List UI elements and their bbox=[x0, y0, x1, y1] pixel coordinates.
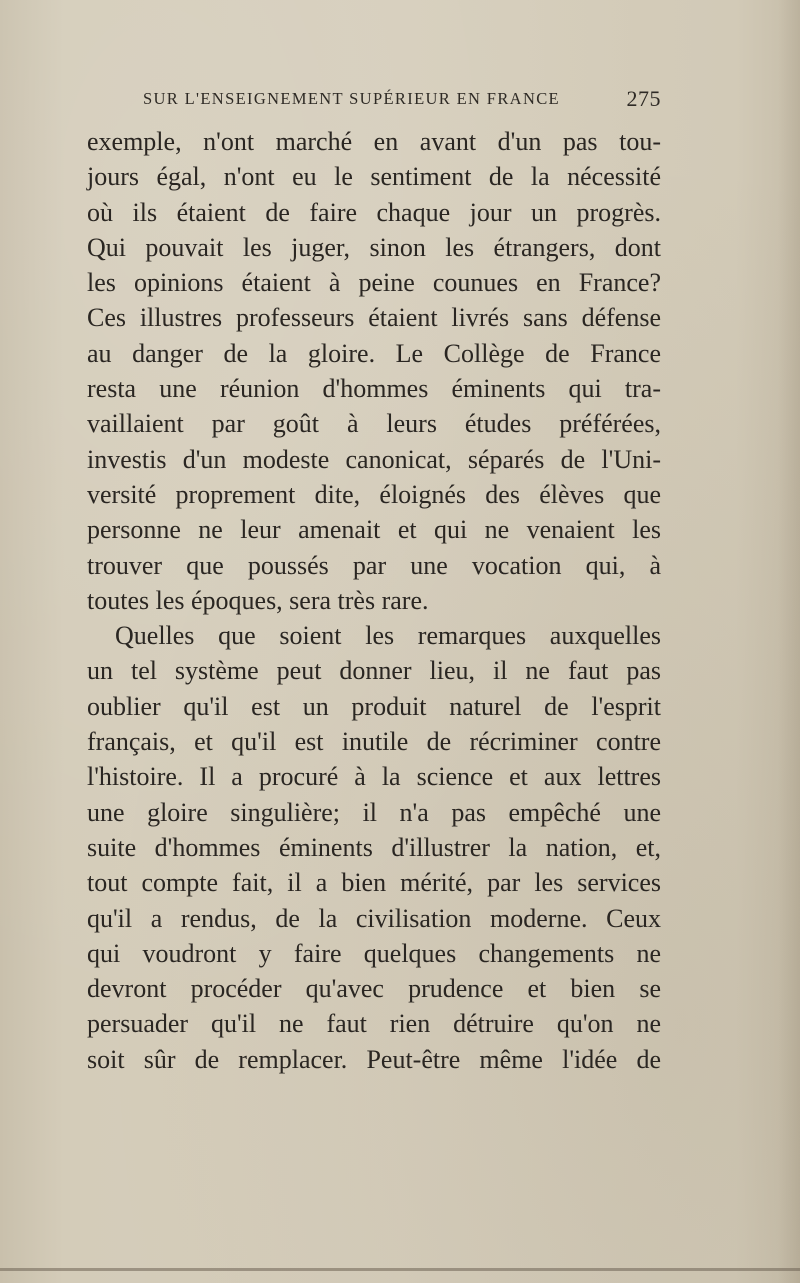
text-line: tout compte fait, il a bien mérité, par les services bbox=[87, 868, 661, 898]
text-line: devront procéder qu'avec prudence et bien se bbox=[87, 974, 661, 1004]
text-line: oublier qu'il est un produit naturel de l'esprit bbox=[87, 691, 661, 721]
text-line: les opinions étaient à peine counues en France? bbox=[87, 268, 661, 298]
text-line: trouver que poussés par une vocation qui, à bbox=[87, 550, 661, 580]
paragraph-end-line: toutes les époques, sera très rare. bbox=[87, 585, 429, 615]
text-line: vaillaient par goût à leurs études préférées, bbox=[87, 409, 661, 439]
text-line: qu'il a rendus, de la civilisation moderne. Ceux bbox=[87, 903, 661, 933]
body-text bbox=[87, 124, 661, 1077]
text-line: un tel système peut donner lieu, il ne faut pas bbox=[87, 656, 661, 686]
page-edge-shadow bbox=[778, 0, 800, 1283]
text-line: exemple, n'ont marché en avant d'un pas tou- bbox=[87, 127, 661, 156]
text-line: qui voudront y faire quelques changements ne bbox=[87, 938, 661, 968]
paragraph-start-line: Quelles que soient les remarques auxquelles bbox=[115, 621, 661, 651]
text-line: resta une réunion d'hommes éminents qui tra- bbox=[87, 374, 661, 404]
text-line: jours égal, n'ont eu le sentiment de la nécessité bbox=[87, 162, 661, 192]
text-line: l'histoire. Il a procuré à la science et aux lettres bbox=[87, 762, 661, 792]
text-line: personne ne leur amenait et qui ne venaient les bbox=[87, 515, 661, 545]
text-line: persuader qu'il ne faut rien détruire qu'on ne bbox=[87, 1009, 661, 1039]
text-line: investis d'un modeste canonicat, séparés de l'Uni- bbox=[87, 444, 661, 474]
text-line: Qui pouvait les juger, sinon les étrangers, dont bbox=[87, 232, 661, 262]
page-bottom-edge bbox=[0, 1268, 800, 1271]
running-head bbox=[143, 86, 661, 113]
text-line: Ces illustres professeurs étaient livrés sans défense bbox=[87, 303, 661, 333]
text-line: versité proprement dite, éloignés des élèves que bbox=[87, 479, 661, 509]
page-number: 275 bbox=[626, 86, 661, 111]
running-head-title: SUR L'ENSEIGNEMENT SUPÉRIEUR EN FRANCE bbox=[143, 89, 560, 108]
text-line: au danger de la gloire. Le Collège de France bbox=[87, 338, 661, 368]
text-line: où ils étaient de faire chaque jour un progrès. bbox=[87, 197, 661, 227]
text-line: français, et qu'il est inutile de récriminer contre bbox=[87, 727, 661, 757]
text-line: suite d'hommes éminents d'illustrer la nation, et, bbox=[87, 832, 661, 862]
text-line: une gloire singulière; il n'a pas empêché une bbox=[87, 797, 661, 827]
text-line: soit sûr de remplacer. Peut-être même l'idée de bbox=[87, 1044, 661, 1074]
